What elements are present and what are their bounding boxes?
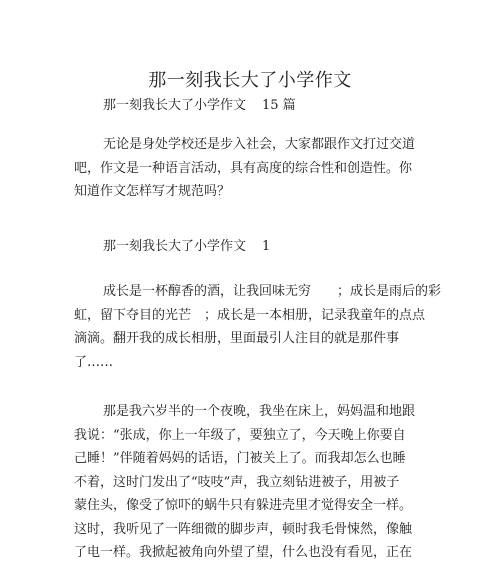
subtitle-text: 那一刻我长大了小学作文 [103, 98, 247, 113]
paragraph-line: 成长是一杯醇香的酒，让我回味无穷 ；成长是雨后的彩 [103, 284, 442, 299]
intro-line: 吧，作文是一种语言活动，具有高度的综合性和创造性。你 [74, 160, 413, 176]
paragraph-line: 蒙住头，像受了惊吓的蜗牛只有躲进壳里才觉得安全一样。 [74, 498, 413, 513]
intro-line: 无论是身处学校还是步入社会，大家都跟作文打过交道 [103, 137, 416, 152]
subtitle-count: 15 篇 [262, 98, 296, 113]
section-heading [103, 235, 270, 254]
paragraph-line: 不着，这时门发出了“吱吱”声，我立刻钻进被子，用被子 [74, 474, 400, 490]
document-subtitle [103, 94, 296, 113]
paragraph-line: 这时，我听见了一阵细微的脚步声，顿时我毛骨悚然，像触 [74, 521, 413, 537]
paragraph-line: 了…… [74, 354, 114, 370]
paragraph-line: 滴滴。翻开我的成长相册，里面最引人注目的就是那件事 [74, 331, 400, 346]
document-title: 那一刻我长大了小学作文 [148, 70, 352, 91]
paragraph-line: 我说：“张成，你上一年级了，要独立了，今天晚上你要自 [74, 427, 406, 443]
intro-paragraph [74, 133, 426, 204]
section-heading-text: 那一刻我长大了小学作文 [103, 239, 247, 254]
intro-line: 知道作文怎样写才规范吗？ [74, 184, 231, 199]
paragraph-2 [74, 400, 426, 565]
paragraph-line: 那是我六岁半的一个夜晚，我坐在床上，妈妈温和地跟 [103, 404, 416, 419]
section-heading-number: 1 [262, 239, 271, 254]
paragraph-line: 了电一样。我掀起被角向外望了望，什么也没有看见，正在 [74, 545, 413, 560]
paragraph-line: 己睡！”伴随着妈妈的话语，门被关上了。而我却怎么也睡 [74, 451, 406, 466]
paragraph-1 [74, 280, 442, 374]
paragraph-line: 虹，留下夺目的光芒 ；成长是一本相册，记录我童年的点点 [74, 307, 426, 323]
